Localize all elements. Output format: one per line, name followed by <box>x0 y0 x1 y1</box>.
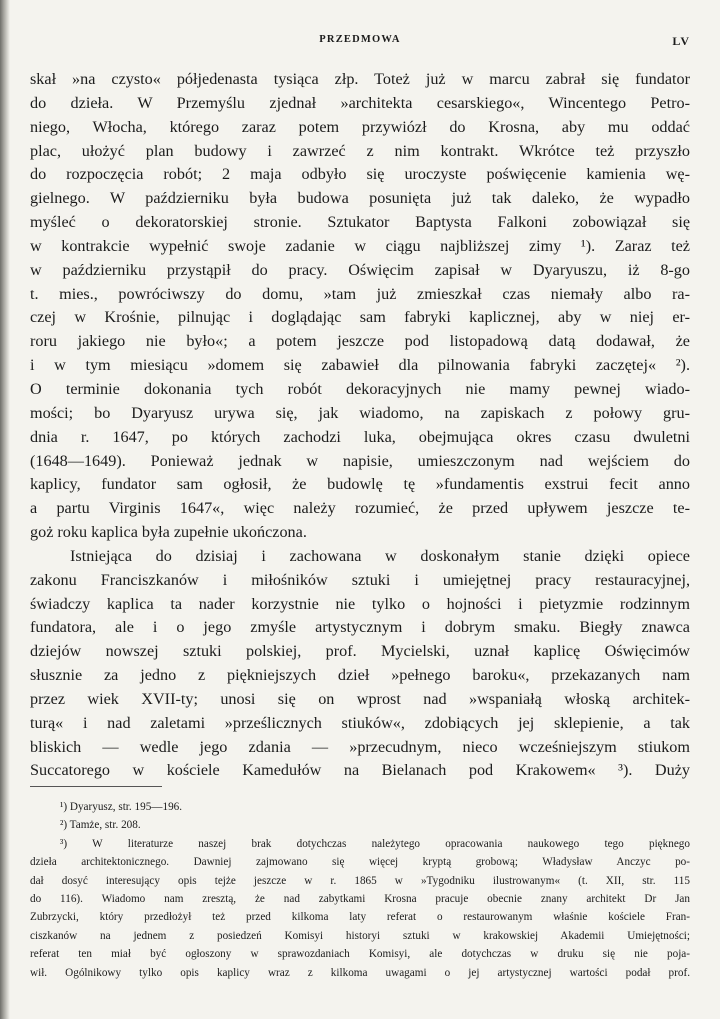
page-number: LV <box>672 34 690 48</box>
footnote-line: dzieła architektonicznego. Dawniej zajmowano się więcej kryptą grobową; Władysław Anczyc po- <box>30 856 690 869</box>
footnote-divider <box>30 786 162 787</box>
text-line: słusznie za jedno z piękniejszych dzieł »pełnego baroku«, przekazanych nam <box>30 666 690 685</box>
text-line: a partu Virginis 1647«, więc należy rozumieć, że przed upływem jeszcze te- <box>30 499 690 518</box>
text-line: fundatora, ale i o jego zmyśle artystycznym i dobrym smaku. Biegły znawca <box>30 618 690 637</box>
footnote-line: ciszkanów na jednem z posiedzeń Komisyi historyi sztuki w krakowskiej Akademii Umiejętności; <box>30 929 690 942</box>
footnote-line: dał dosyć interesujący opis tejże jeszcze w r. 1865 w »Tygodniku ilustrowanym« (t. XII, str. 115 <box>30 874 690 887</box>
footnote-line: ³) W literaturze naszej brak dotychczas należytego opracowania naukowego tego pięknego <box>60 837 690 850</box>
text-line: świadczy kaplica ta nader korzystnie nie tylko o hojności i pietyzmie rodzinnym <box>30 594 690 613</box>
text-line: myśleć o dekoratorskiej stronie. Sztukator Baptysta Falkoni zobowiązał się <box>30 213 690 232</box>
text-line: t. mies., powróciwszy do domu, »tam już zmieszkał czas niemały albo ra- <box>30 284 690 303</box>
text-line: skał »na czysto« półjedenasta tysiąca złp. Toteż już w marcu zabrał się fundator <box>30 70 690 88</box>
footnote-line: do 116). Wiadomo nam zresztą, że nad zabytkami Krosna pracuje obecnie znany architekt Dr Jan <box>30 892 690 905</box>
text-line: (1648—1649). Ponieważ jednak w napisie, umieszczonym nad wejściem do <box>30 451 690 470</box>
text-line: w październiku przystąpił do pracy. Oświęcim zapisał w Dyaryuszu, iż 8-go <box>30 260 690 279</box>
footnotes <box>30 798 690 982</box>
text-line: niego, Włocha, którego zaraz potem przywiózł do Krosna, aby mu oddać <box>30 117 690 136</box>
book-page <box>30 0 690 1019</box>
footnote-line: wił. Ogólnikowy tylko opis kaplicy wraz z kilkoma uwagami o jej artystycznej wartości podał prof. <box>30 966 690 979</box>
footnote-line: ¹) Dyaryusz, str. 195—196. <box>60 801 183 813</box>
text-line: zakonu Franciszkanów i miłośników sztuki i umiejętnej pracy restauracyjnej, <box>30 570 690 589</box>
footnote-line: ²) Tamże, str. 208. <box>60 819 141 832</box>
footnote-line: referat ten miał być ogłoszony w sprawozdaniach Komisyi, ale dotychczas w druku się nie poja- <box>30 948 690 961</box>
running-head <box>30 34 690 52</box>
text-line: bliskich — wedle jego zdania — »przecudnym, nieco wcześniejszym stiukom <box>30 737 690 756</box>
scan-spine-shadow <box>0 0 10 1019</box>
text-line: w kontrakcie wypełnić swoje zadanie w ciągu najbliższej zimy ¹). Zaraz też <box>30 236 690 255</box>
text-line: dziejów nowszej sztuki polskiej, prof. Mycielski, uznał kaplicę Oświęcimów <box>30 642 690 661</box>
running-title: PRZEDMOWA <box>319 34 401 45</box>
text-line: roru jakiego nie było«; a potem jeszcze pod listopadową datą dodawał, że <box>30 332 690 351</box>
text-line: do rozpoczęcia robót; 2 maja odbyło się uroczyste poświęcenie kamienia wę- <box>30 165 690 184</box>
text-line: mości; bo Dyaryusz urywa się, jak wiadomo, na zapiskach z połowy gru- <box>30 403 690 422</box>
text-line: czej w Krośnie, pilnując i doglądając sam fabryki kaplicznej, aby w niej er- <box>30 308 690 327</box>
text-line: Succatorego w kościele Kamedułów na Bielanach pod Krakowem« ³). Duży <box>30 761 690 780</box>
body-text <box>30 68 690 783</box>
text-line: kaplicy, fundator sam ogłosił, że budowlę tę »fundamentis exstrui fecit anno <box>30 475 690 494</box>
text-line: dnia r. 1647, po których zachodzi luka, obejmująca okres czasu dwuletni <box>30 427 690 446</box>
text-line: O terminie dokonania tych robót dekoracyjnych nie mamy pewnej wiado- <box>30 379 690 398</box>
text-line: przez wiek XVII-ty; unosi się on wprost nad »wspaniałą włoską architek- <box>30 689 690 708</box>
text-line: goż roku kaplica była zupełnie ukończona. <box>30 523 307 542</box>
text-line: Istniejąca do dzisiaj i zachowana w doskonałym stanie dzięki opiece <box>70 546 690 565</box>
text-line: plac, ułożyć plan budowy i zawrzeć z nim kontrakt. Wkrótce też przyszło <box>30 141 690 160</box>
text-line: gielnego. W październiku była budowa posunięta już tak daleko, że wypadło <box>30 189 690 208</box>
text-line: do dzieła. W Przemyślu zjednał »architekta cesarskiego«, Wincentego Petro- <box>30 93 690 112</box>
text-line: i w tym miesiącu »domem się zabawieł dla pilnowania fabryki zaczętej« ²). <box>30 356 690 375</box>
footnote-line: Zubrzycki, który przedłożył też przed kilkoma laty referat o restaurowanym właśnie kościele Fran- <box>30 911 690 924</box>
text-line: turą« i nad zaletami »prześlicznych stiuków«, zdobiących jej sklepienie, a tak <box>30 713 690 732</box>
